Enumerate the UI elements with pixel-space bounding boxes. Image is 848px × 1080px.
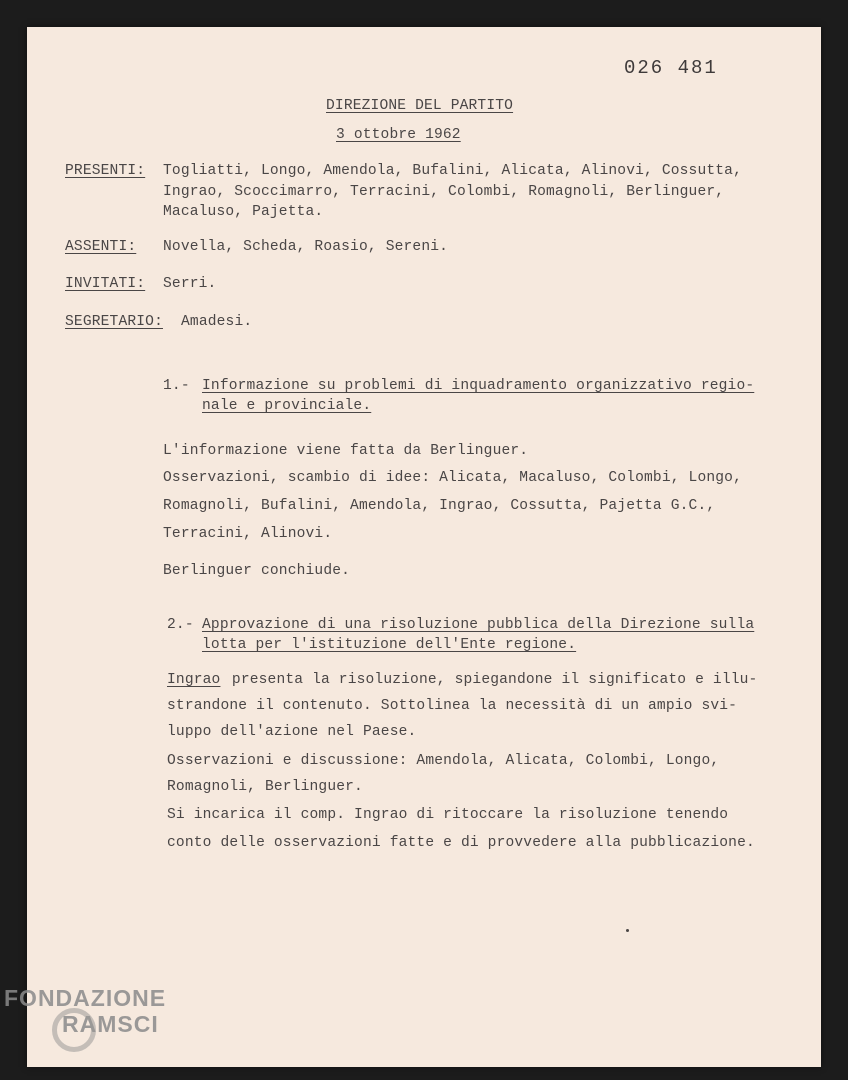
gramsci-g-icon bbox=[52, 1008, 96, 1052]
item-title-line: nale e provinciale. bbox=[202, 398, 372, 414]
presenti-line: Ingrao, Scoccimarro, Terracini, Colombi, Romagnoli, Berlinguer, bbox=[163, 184, 725, 200]
invitati-names: Serri. bbox=[163, 276, 217, 292]
segretario-name: Amadesi. bbox=[181, 314, 253, 330]
item-body-first-word: Ingrao bbox=[167, 672, 221, 688]
item-body-line: Si incarica il comp. Ingrao di ritoccare la risoluzione tenendo bbox=[167, 807, 729, 823]
ink-dot bbox=[626, 929, 629, 932]
item-body-line: Romagnoli, Bufalini, Amendola, Ingrao, Cossutta, Pajetta G.C., bbox=[163, 498, 716, 514]
document-page bbox=[27, 27, 821, 1067]
item-body-line: Berlinguer conchiude. bbox=[163, 563, 351, 579]
item-body-line: L'informazione viene fatta da Berlinguer. bbox=[163, 443, 529, 459]
item-body-line: luppo dell'azione nel Paese. bbox=[167, 724, 417, 740]
item-body-line: strandone il contenuto. Sottolinea la necessità di un ampio svi- bbox=[167, 698, 738, 714]
item-title-line: lotta per l'istituzione dell'Ente regione. bbox=[202, 637, 577, 653]
presenti-line: Macaluso, Pajetta. bbox=[163, 204, 324, 220]
archive-code: 026 481 bbox=[624, 57, 718, 79]
item-number: 2.- bbox=[167, 617, 194, 633]
invitati-label: INVITATI: bbox=[65, 276, 146, 292]
item-title-line: Approvazione di una risoluzione pubblica della Direzione sulla bbox=[202, 617, 755, 633]
assenti-label: ASSENTI: bbox=[65, 239, 137, 255]
presenti-label: PRESENTI: bbox=[65, 163, 146, 179]
segretario-label: SEGRETARIO: bbox=[65, 314, 163, 330]
watermark-line: FONDAZIONE bbox=[4, 985, 167, 1011]
item-body-line: presenta la risoluzione, spiegandone il significato e illu- bbox=[223, 672, 758, 688]
watermark-line: RAMSCI bbox=[62, 1011, 159, 1037]
fondazione-gramsci-watermark bbox=[4, 985, 166, 1037]
item-title-line: Informazione su problemi di inquadramento organizzativo regio- bbox=[202, 378, 755, 394]
item-number: 1.- bbox=[163, 378, 190, 394]
document-heading: DIREZIONE DEL PARTITO bbox=[326, 98, 514, 114]
item-body-line: Romagnoli, Berlinguer. bbox=[167, 779, 363, 795]
assenti-names: Novella, Scheda, Roasio, Sereni. bbox=[163, 239, 449, 255]
item-body-line: Osservazioni, scambio di idee: Alicata, Macaluso, Colombi, Longo, bbox=[163, 470, 742, 486]
document-date: 3 ottobre 1962 bbox=[336, 127, 461, 143]
item-body-line: conto delle osservazioni fatte e di provvedere alla pubblicazione. bbox=[167, 835, 755, 851]
item-body-line: Osservazioni e discussione: Amendola, Alicata, Colombi, Longo, bbox=[167, 753, 720, 769]
presenti-line: Togliatti, Longo, Amendola, Bufalini, Alicata, Alinovi, Cossutta, bbox=[163, 163, 742, 179]
item-body-line: Terracini, Alinovi. bbox=[163, 526, 333, 542]
